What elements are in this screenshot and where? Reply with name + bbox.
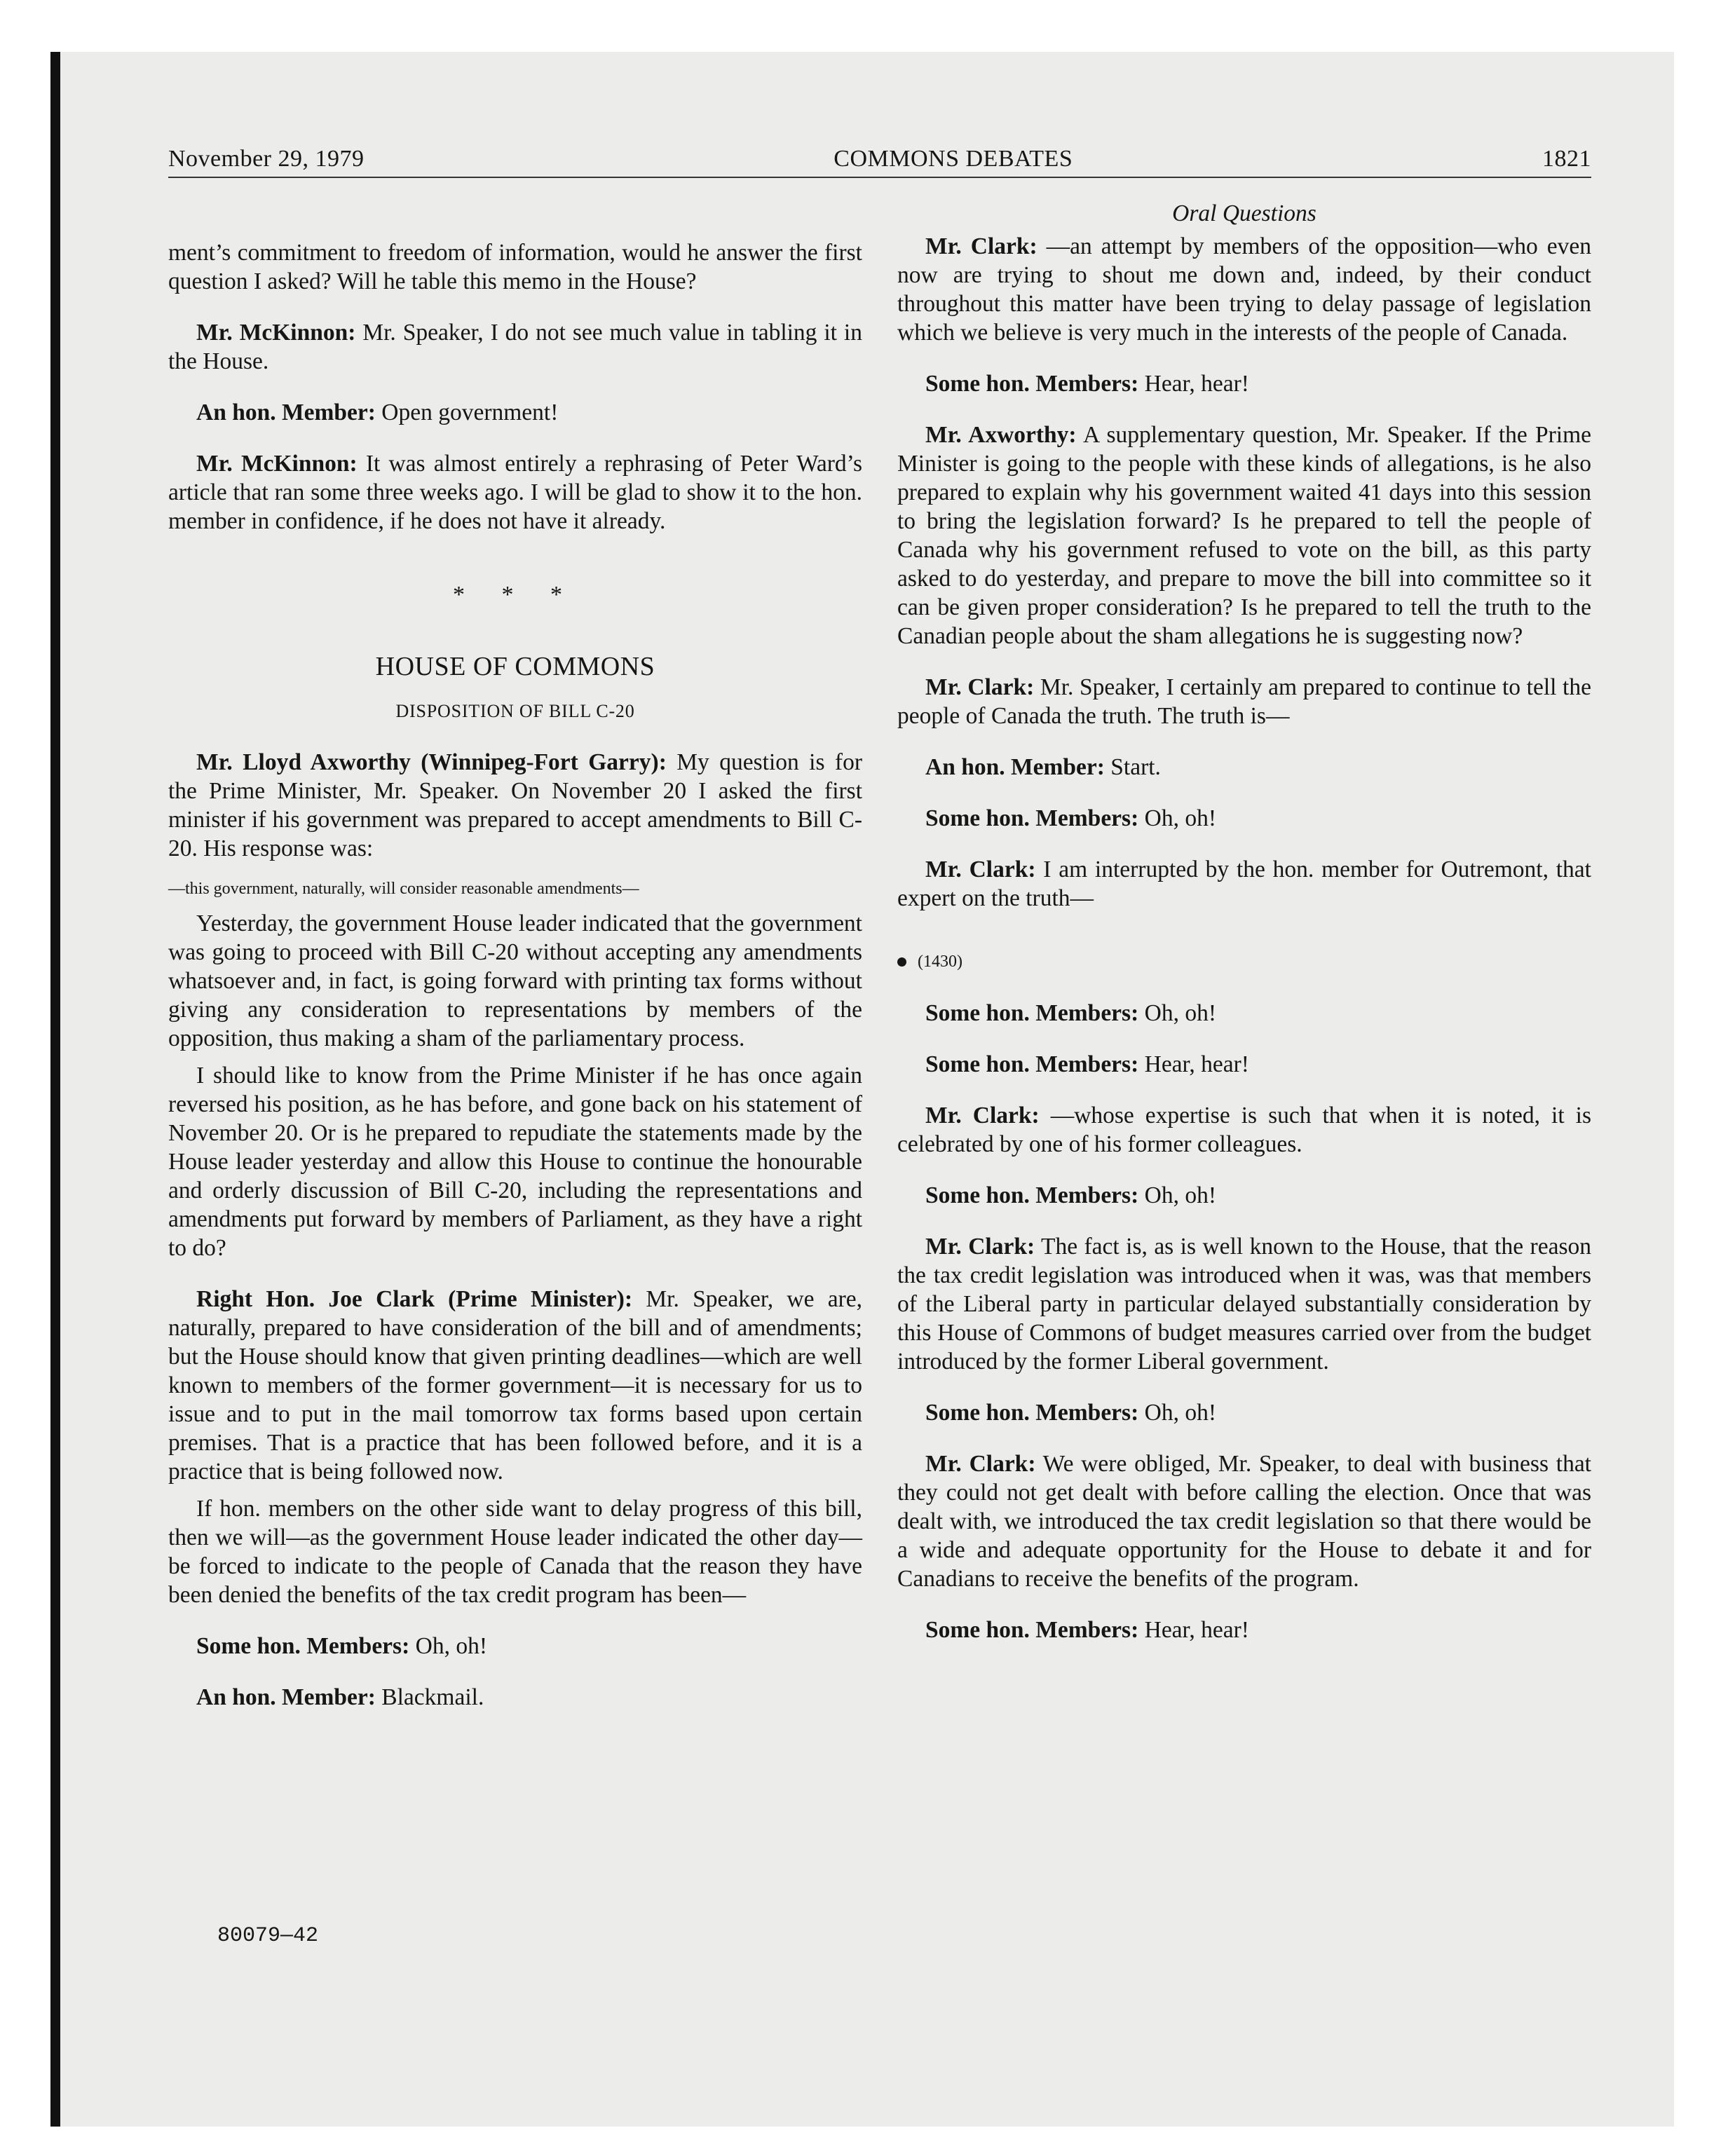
speaker-name: Mr. Clark: xyxy=(925,674,1035,700)
speech-text: Open government! xyxy=(375,400,559,425)
speech-paragraph xyxy=(168,1683,862,1712)
speaker-name: An hon. Member: xyxy=(925,754,1105,780)
speech-text: We were obliged, Mr. Speaker, to deal with business that they could not get dealt with before calling the election. Once that was dealt with, we introduced the tax credit legislation so that there would be a wide and adequate opportunity for the House to debate it and for Canadians to receive the benefits of the program. xyxy=(897,1451,1591,1592)
speaker-name: Mr. Clark: xyxy=(925,1234,1035,1260)
speaker-name: Some hon. Members: xyxy=(925,1182,1139,1208)
speech-text: A supplementary question, Mr. Speaker. If the Prime Minister is going to the people with these kinds of allegations, is he also prepared to explain why his government waited 41 days into this session to bring the legislation forward? Is he prepared to tell the people of Canada why his government refused to vote on the bill, as this party asked to do yesterday, and prepare to move the bill into committee so it can be given proper consideration? Is he prepared to tell the truth to the Canadian people about the sham allegations he is suggesting now? xyxy=(897,422,1591,649)
speaker-name: Mr. Clark: xyxy=(925,1103,1040,1128)
column-heading: Oral Questions xyxy=(1172,200,1316,226)
speaker-name: Mr. Clark: xyxy=(925,1451,1036,1477)
speech-paragraph xyxy=(897,1101,1591,1159)
paragraph: ment’s commitment to freedom of information, would he answer the first question I asked? Will he table this memo in the House? xyxy=(168,240,862,294)
speech-text: It was almost entirely a rephrasing of Peter Ward’s article that ran some three weeks ago. I will be glad to show it to the hon. member in confidence, if he does not have it already. xyxy=(168,451,862,534)
speech-paragraph xyxy=(897,1616,1591,1644)
time-marker xyxy=(897,948,1591,976)
section-separator: * * * xyxy=(453,582,578,608)
speech-paragraph xyxy=(897,1181,1591,1210)
speaker-name: Some hon. Members: xyxy=(925,1000,1139,1026)
speaker-name: Mr. Clark: xyxy=(925,233,1037,259)
section-subheading: DISPOSITION OF BILL C-20 xyxy=(395,701,635,721)
speech-text: Oh, oh! xyxy=(1138,1400,1216,1426)
speech-text: Oh, oh! xyxy=(1138,1000,1216,1026)
document-page xyxy=(168,147,1591,2040)
scan-edge-shadow xyxy=(50,52,60,2127)
speech-paragraph xyxy=(168,1632,862,1660)
speaker-name: Some hon. Members: xyxy=(925,371,1139,397)
print-code: 80079—42 xyxy=(217,1924,319,1948)
speech-text: Oh, oh! xyxy=(1138,1182,1216,1208)
header-page-number: 1821 xyxy=(1542,146,1591,172)
speech-text: The fact is, as is well known to the House, that the reason the tax credit legislation was introduced when it was, was that members of the Liberal party in particular delayed substantially consideration by this House of Commons of budget measures carried over from the budget introduced by the former Liberal government. xyxy=(897,1234,1591,1374)
running-header xyxy=(168,147,1591,178)
speech-text: Start. xyxy=(1104,754,1161,780)
speech-text: Hear, hear! xyxy=(1138,1051,1249,1077)
speech-text: —whose expertise is such that when it is noted, it is celebrated by one of his former colleagues. xyxy=(897,1103,1591,1157)
section-heading: HOUSE OF COMMONS xyxy=(375,652,655,681)
header-date: November 29, 1979 xyxy=(168,146,365,172)
speech-text: Mr. Speaker, I do not see much value in tabling it in the House. xyxy=(168,320,862,374)
speech-paragraph xyxy=(168,318,862,376)
speaker-name: Some hon. Members: xyxy=(925,805,1139,831)
speech-text: Oh, oh! xyxy=(1138,805,1216,831)
speaker-name: Mr. McKinnon: xyxy=(196,320,356,346)
speech-paragraph xyxy=(897,1050,1591,1079)
speech-text: Hear, hear! xyxy=(1138,371,1249,397)
speaker-name: Some hon. Members: xyxy=(925,1051,1139,1077)
speech-text: Oh, oh! xyxy=(409,1633,487,1659)
speaker-name: An hon. Member: xyxy=(196,1684,376,1710)
paragraph: If hon. members on the other side want to delay progress of this bill, then we will—as the government House leader indicated the other day—be forced to indicate to the people of Canada that the reason they have been denied the benefits of the tax credit program has been— xyxy=(168,1496,862,1608)
speaker-name: Mr. Lloyd Axworthy (Winnipeg-Fort Garry): xyxy=(196,749,667,775)
two-column-body xyxy=(168,199,1591,1712)
right-column xyxy=(897,199,1591,1712)
speech-paragraph xyxy=(897,855,1591,913)
speech-paragraph xyxy=(897,999,1591,1028)
speech-text: Mr. Speaker, I certainly am prepared to continue to tell the people of Canada the truth. The truth is— xyxy=(897,674,1591,729)
speech-paragraph xyxy=(897,1232,1591,1376)
speaker-name: Mr. Axworthy: xyxy=(925,422,1077,448)
speaker-name: Mr. Clark: xyxy=(925,857,1036,882)
speech-paragraph xyxy=(168,1285,862,1486)
speaker-name: An hon. Member: xyxy=(196,400,376,425)
speech-paragraph xyxy=(168,449,862,535)
bullet-icon xyxy=(897,957,906,967)
speech-paragraph xyxy=(897,673,1591,730)
speech-text: Blackmail. xyxy=(375,1684,484,1710)
time-marker-text: (1430) xyxy=(918,953,962,971)
speech-paragraph xyxy=(168,398,862,427)
speaker-name: Right Hon. Joe Clark (Prime Minister): xyxy=(196,1286,633,1312)
block-quote: —this government, naturally, will consider reasonable amendments— xyxy=(168,880,639,898)
paragraph: Yesterday, the government House leader indicated that the government was going to proceed with Bill C-20 without accepting any amendments whatsoever and, in fact, is going forward with printing tax forms without giving any consideration to representations by members of the opposition, thus making a sham of the parliamentary process. xyxy=(168,910,862,1051)
speaker-name: Mr. McKinnon: xyxy=(196,451,358,477)
paragraph: I should like to know from the Prime Minister if he has once again reversed his position, as he has before, and gone back on his statement of November 20. Or is he prepared to repudiate the statements made by the House leader yesterday and allow this House to continue the honourable and orderly discussion of Bill C-20, including the representations and amendments put forward by members of Parliament, as they have a right to do? xyxy=(168,1063,862,1261)
speaker-name: Some hon. Members: xyxy=(196,1633,410,1659)
speaker-name: Some hon. Members: xyxy=(925,1617,1139,1643)
left-column xyxy=(168,199,862,1712)
speech-paragraph xyxy=(897,1398,1591,1427)
speech-paragraph xyxy=(897,804,1591,833)
speech-paragraph xyxy=(897,232,1591,347)
speech-paragraph xyxy=(168,748,862,863)
speech-text: —an attempt by members of the opposition—who even now are trying to shout me down and, indeed, by their conduct throughout this matter have been trying to delay passage of legislation which we believe is very much in the interests of the people of Canada. xyxy=(897,233,1591,346)
speech-text: Hear, hear! xyxy=(1138,1617,1249,1643)
speech-paragraph xyxy=(897,1449,1591,1593)
speech-text: Mr. Speaker, we are, naturally, prepared to have consideration of the bill and of amendments; but the House should know that given printing deadlines—which are well known to members of the former government—it is necessary for us to issue and to put in the mail tomorrow tax forms based upon certain premises. That is a practice that has been followed before, and it is a practice that is being followed now. xyxy=(168,1286,862,1485)
speech-paragraph xyxy=(897,421,1591,650)
header-publication: COMMONS DEBATES xyxy=(834,146,1073,172)
speech-text: My question is for the Prime Minister, Mr. Speaker. On November 20 I asked the first minister if his government was prepared to accept amendments to Bill C-20. His response was: xyxy=(168,749,862,861)
speech-paragraph xyxy=(897,369,1591,398)
speech-paragraph xyxy=(897,753,1591,782)
speaker-name: Some hon. Members: xyxy=(925,1400,1139,1426)
speech-text: I am interrupted by the hon. member for Outremont, that expert on the truth— xyxy=(897,857,1591,911)
